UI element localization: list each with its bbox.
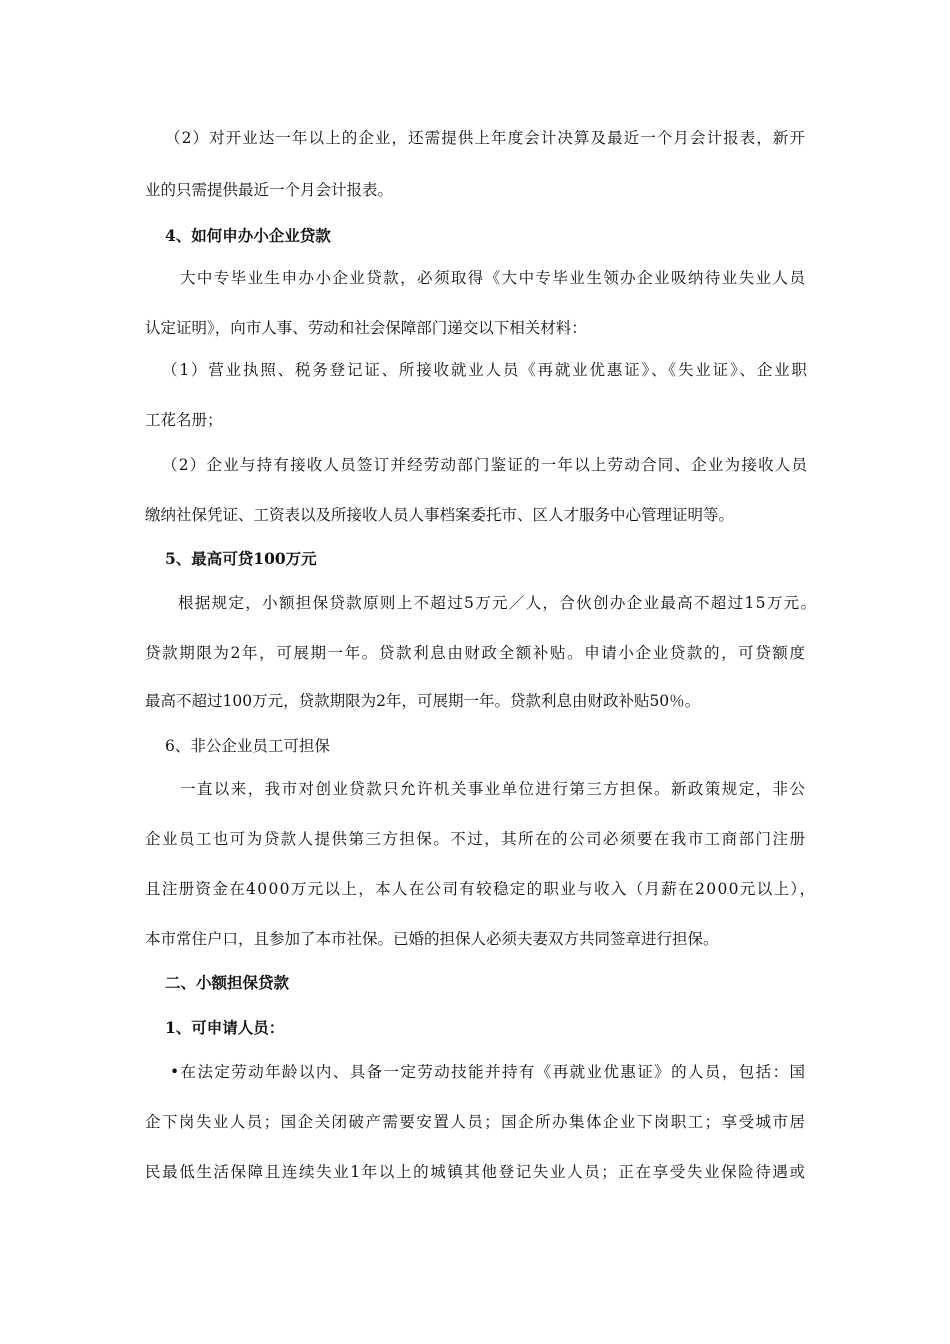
text-line: 贷款期限为2年，可展期一年。贷款利息由财政全额补贴。申请小企业贷款的，可贷额度 bbox=[145, 644, 807, 662]
text-line: 企下岗失业人员；国企关闭破产需要安置人员；国企所办集体企业下岗职工；享受城市居 bbox=[145, 1113, 807, 1131]
text-line: 大中专毕业生申办小企业贷款，必须取得《大中专毕业生领办企业吸纳待业失业人员 bbox=[180, 269, 807, 287]
text-line: 本市常住户口，且参加了本市社保。已婚的担保人必须夫妻双方共同签章进行担保。 bbox=[145, 930, 719, 948]
text-line: 一直以来，我市对创业贷款只允许机关事业单位进行第三方担保。新政策规定，非公 bbox=[180, 780, 807, 798]
text-line: 工花名册； bbox=[145, 411, 223, 429]
text-line: 业的只需提供最近一个月会计报表。 bbox=[145, 181, 394, 199]
text-line: 最高不超过100万元，贷款期限为2年，可展期一年。贷款利息由财政补贴50％。 bbox=[145, 692, 701, 710]
text-line: 根据规定，小额担保贷款原则上不超过5万元／人，合伙创办企业最高不超过15万元。 bbox=[178, 594, 818, 612]
text-line: 且注册资金在4000万元以上，本人在公司有较稳定的职业与收入（月薪在2000元以上）， bbox=[145, 880, 817, 898]
section-heading: 6、非公企业员工可担保 bbox=[165, 737, 330, 755]
text-line: （1）营业执照、税务登记证、所接收就业人员《再就业优惠证》、《失业证》、企业职 bbox=[162, 361, 809, 379]
section-heading: 1、可申请人员： bbox=[165, 1018, 285, 1037]
section-heading: 二、小额担保贷款 bbox=[165, 973, 290, 992]
text-line: 缴纳社保凭证、工资表以及所接收人员人事档案委托市、区人才服务中心管理证明等。 bbox=[145, 506, 735, 524]
text-line: 企业员工也可为贷款人提供第三方担保。不过，其所在的公司必须要在我市工商部门注册 bbox=[145, 830, 807, 848]
text-line: 民最低生活保障且连续失业1年以上的城镇其他登记失业人员；正在享受失业保险待遇或 bbox=[145, 1163, 807, 1181]
text-line: （2）企业与持有接收人员签订并经劳动部门鉴证的一年以上劳动合同、企业为接收人员 bbox=[162, 456, 809, 474]
section-heading: 4、如何申办小企业贷款 bbox=[165, 226, 331, 245]
text-line: •在法定劳动年龄以内、具备一定劳动技能并持有《再就业优惠证》的人员，包括：国 bbox=[170, 1063, 807, 1081]
section-heading: 5、最高可贷100万元 bbox=[165, 549, 317, 568]
text-line: 认定证明》，向市人事、劳动和社会保障部门递交以下相关材料： bbox=[145, 319, 587, 337]
text-line: （2）对开业达一年以上的企业，还需提供上年度会计决算及最近一个月会计报表，新开 bbox=[165, 129, 807, 147]
